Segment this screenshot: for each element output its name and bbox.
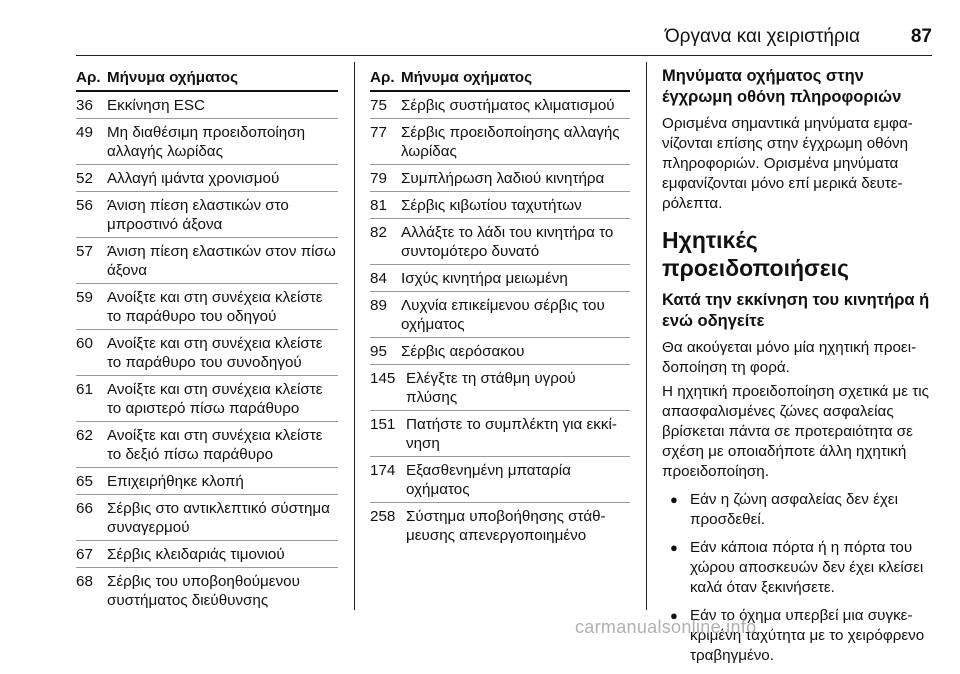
table-row (76, 376, 338, 422)
column-header-message: Μήνυμα οχήματος (107, 69, 238, 86)
table-row (370, 265, 630, 292)
section-heading: Μηνύματα οχήματος στην έγχρωμη οθόνη πληροφοριών (662, 67, 902, 106)
list-item: ● Εάν η ζώνη ασφαλείας δεν έχει προσδεθεί. (662, 490, 932, 530)
right-column (662, 66, 932, 674)
message-text: Αλλάξτε το λάδι του κινητήρα το συντομότερο δυνατό (401, 224, 614, 260)
message-number: 52 (76, 170, 93, 187)
message-text: Άνιση πίεση ελαστικών στο μπροστινό άξονα (107, 197, 289, 233)
message-text: Αλλαγή ιμάντα χρονισμού (107, 170, 280, 187)
table-row (76, 468, 338, 495)
message-text: Συμπλήρωση λαδιού κινητήρα (401, 170, 605, 187)
message-text: Ανοίξτε και στη συνέχεια κλείστε το αριστερό πίσω παράθυρο (107, 381, 323, 417)
watermark: carmanualsonline.info (575, 617, 757, 637)
message-number: 75 (370, 97, 387, 114)
message-text: Σέρβις συστήματος κλιματισμού (401, 97, 615, 114)
message-text: Εξασθενημένη μπαταρία οχήματος (406, 462, 571, 498)
table-row (370, 457, 630, 503)
messages-table-left (76, 60, 338, 613)
page-number: 87 (910, 26, 932, 47)
paragraph: Η ηχητική προειδοποίηση σχετικά με τις απασφαλισμένες ζώνες ασφαλείας βρίσκεται πάντα σε προτεραιότητα σε σχέση με οποιαδήποτε άλλη ηχητική προειδοποίηση. (662, 383, 929, 480)
table-row (76, 495, 338, 541)
list-item: ● Εάν κάποια πόρτα ή η πόρτα του χώρου αποσκευών δεν έχει κλείσει καλά όταν ξεκινήσετε. (662, 538, 932, 598)
message-text: Σέρβις του υποβοηθούμενου συστήματος διεύθυνσης (107, 573, 300, 609)
message-text: Ανοίξτε και στη συνέχεια κλείστε το παράθυρο του συνοδηγού (107, 335, 323, 371)
table-header (370, 60, 630, 92)
message-text: Πατήστε το συμπλέκτη για εκκίνηση (406, 416, 617, 452)
table-row (76, 92, 338, 119)
message-number: 59 (76, 289, 93, 306)
message-number: 65 (76, 473, 93, 490)
message-text: Σέρβις προειδοποίησης αλλαγής λωρίδας (401, 124, 620, 160)
table-row (76, 119, 338, 165)
list-item: ● Εάν το όχημα υπερβεί μια συγκεκριμένη ταχύτητα με το χειρόφρενο τραβηγμένο. (662, 606, 932, 666)
table-row (370, 192, 630, 219)
column-header-number: Αρ. (76, 69, 101, 86)
message-text: Ανοίξτε και στη συνέχεια κλείστε το παράθυρο του οδηγού (107, 289, 323, 325)
message-text: Ελέγξτε τη στάθμη υγρού πλύσης (406, 370, 576, 406)
table-body (76, 92, 338, 613)
table-row (370, 219, 630, 265)
message-text: Εκκίνηση ESC (107, 97, 205, 114)
message-number: 81 (370, 197, 387, 214)
paragraph: Θα ακούγεται μόνο μία ηχητική προειδοποίηση τη φορά. (662, 339, 917, 376)
message-number: 151 (370, 416, 396, 433)
message-number: 68 (76, 573, 93, 590)
bullet-list (662, 490, 932, 666)
table-row (76, 238, 338, 284)
table-header (76, 60, 338, 92)
table-row (76, 192, 338, 238)
table-row (76, 541, 338, 568)
message-number: 84 (370, 270, 387, 287)
table-row (76, 422, 338, 468)
message-number: 49 (76, 124, 93, 141)
column-divider (354, 62, 355, 610)
message-number: 89 (370, 297, 387, 314)
message-number: 56 (76, 197, 93, 214)
table-row (370, 165, 630, 192)
header-divider (76, 55, 932, 56)
message-number: 174 (370, 462, 396, 479)
message-text: Μη διαθέσιμη προειδοποίηση αλλαγής λωρίδας (107, 124, 306, 160)
message-text: Λυχνία επικείμενου σέρβις του οχήματος (401, 297, 605, 333)
column-header-message: Μήνυμα οχήματος (401, 69, 532, 86)
table-row (370, 503, 630, 548)
paragraph: Ορισμένα σημαντικά μηνύματα εμφανίζονται επίσης στην έγχρωμη οθόνη πληροφοριών. Ορισμένα μηνύματα εμφανίζονται μόνο επί μερικά δευτερόλεπτα. (662, 115, 913, 212)
message-number: 60 (76, 335, 93, 352)
message-text: Ανοίξτε και στη συνέχεια κλείστε το δεξιό πίσω παράθυρο (107, 427, 323, 463)
message-number: 61 (76, 381, 93, 398)
message-number: 258 (370, 508, 396, 525)
message-number: 79 (370, 170, 387, 187)
table-row (370, 292, 630, 338)
message-number: 77 (370, 124, 387, 141)
page-title: Όργανα και χειριστήρια (664, 26, 860, 47)
message-number: 36 (76, 97, 93, 114)
table-row (76, 284, 338, 330)
message-text: Σέρβις αερόσακου (401, 343, 525, 360)
message-number: 82 (370, 224, 387, 241)
column-header-number: Αρ. (370, 69, 395, 86)
table-row (370, 411, 630, 457)
message-text: Ισχύς κινητήρα μειωμένη (401, 270, 568, 287)
table-row (370, 338, 630, 365)
messages-table-mid (370, 60, 630, 548)
table-row (370, 119, 630, 165)
message-number: 95 (370, 343, 387, 360)
table-row (76, 568, 338, 613)
subsection-heading: Κατά την εκκίνηση του κινητήρα ή ενώ οδηγείτε (662, 291, 930, 330)
message-text: Σέρβις στο αντικλεπτικό σύστημα συναγερμού (107, 500, 330, 536)
section-title: Ηχητικές προειδοποιήσεις (662, 227, 850, 281)
table-row (76, 165, 338, 192)
message-text: Επιχειρήθηκε κλοπή (107, 473, 244, 490)
table-body (370, 92, 630, 548)
table-row (370, 92, 630, 119)
table-row (76, 330, 338, 376)
message-text: Σέρβις κιβωτίου ταχυτήτων (401, 197, 582, 214)
message-number: 62 (76, 427, 93, 444)
message-number: 67 (76, 546, 93, 563)
column-divider (646, 62, 647, 610)
message-text: Σύστημα υποβοήθησης στάθμευσης απενεργοποιημένο (406, 508, 606, 544)
message-number: 145 (370, 370, 396, 387)
table-row (370, 365, 630, 411)
message-text: Άνιση πίεση ελαστικών στον πίσω άξονα (107, 243, 336, 279)
message-number: 66 (76, 500, 93, 517)
message-text: Σέρβις κλειδαριάς τιμονιού (107, 546, 285, 563)
message-number: 57 (76, 243, 93, 260)
